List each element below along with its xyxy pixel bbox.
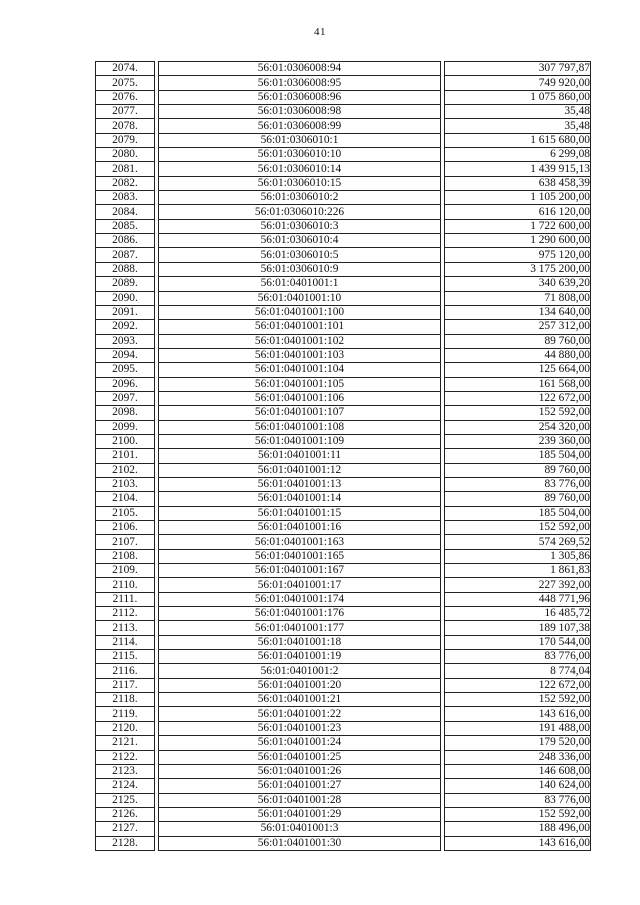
cadastral-value-cell: 1 615 680,00 — [445, 133, 591, 147]
table-row — [96, 764, 591, 778]
row-number-cell: 2086. — [96, 234, 155, 248]
cadastral-number-cell: 56:01:0401001:102 — [159, 334, 441, 348]
cadastral-number-cell: 56:01:0306008:96 — [159, 90, 441, 104]
cadastral-value-cell: 191 488,00 — [445, 721, 591, 735]
row-number-cell: 2074. — [96, 62, 155, 76]
row-number-cell: 2122. — [96, 750, 155, 764]
row-number-cell: 2075. — [96, 76, 155, 90]
cadastral-value-cell: 44 880,00 — [445, 348, 591, 362]
row-number-cell: 2100. — [96, 434, 155, 448]
table-row — [96, 693, 591, 707]
cadastral-value-cell: 185 504,00 — [445, 449, 591, 463]
cadastral-number-cell: 56:01:0306010:226 — [159, 205, 441, 219]
cadastral-number-cell: 56:01:0401001:15 — [159, 506, 441, 520]
table-row — [96, 492, 591, 506]
table-row — [96, 836, 591, 850]
row-number-cell: 2103. — [96, 477, 155, 491]
row-number-cell: 2112. — [96, 607, 155, 621]
cadastral-number-cell: 56:01:0401001:1 — [159, 277, 441, 291]
cadastral-value-cell: 227 392,00 — [445, 578, 591, 592]
row-number-cell: 2089. — [96, 277, 155, 291]
cadastral-value-cell: 1 075 860,00 — [445, 90, 591, 104]
cadastral-number-cell: 56:01:0306008:98 — [159, 105, 441, 119]
cadastral-number-cell: 56:01:0401001:163 — [159, 535, 441, 549]
cadastral-number-cell: 56:01:0401001:16 — [159, 521, 441, 535]
cadastral-number-cell: 56:01:0401001:24 — [159, 736, 441, 750]
cadastral-number-cell: 56:01:0306008:95 — [159, 76, 441, 90]
cadastral-value-cell: 574 269,52 — [445, 535, 591, 549]
cadastral-value-cell: 152 592,00 — [445, 406, 591, 420]
row-number-cell: 2108. — [96, 549, 155, 563]
table-row — [96, 391, 591, 405]
table-row — [96, 549, 591, 563]
row-number-cell: 2105. — [96, 506, 155, 520]
cadastral-number-cell: 56:01:0401001:103 — [159, 348, 441, 362]
cadastral-value-cell: 1 290 600,00 — [445, 234, 591, 248]
table-row — [96, 191, 591, 205]
table-row — [96, 449, 591, 463]
row-number-cell: 2085. — [96, 219, 155, 233]
row-number-cell: 2088. — [96, 262, 155, 276]
table-row — [96, 277, 591, 291]
table-row — [96, 363, 591, 377]
cadastral-value-cell: 35,48 — [445, 105, 591, 119]
row-number-cell: 2115. — [96, 650, 155, 664]
row-number-cell: 2119. — [96, 707, 155, 721]
row-number-cell: 2125. — [96, 793, 155, 807]
cadastral-number-cell: 56:01:0401001:20 — [159, 678, 441, 692]
cadastral-number-cell: 56:01:0306010:4 — [159, 234, 441, 248]
cadastral-value-cell: 125 664,00 — [445, 363, 591, 377]
row-number-cell: 2082. — [96, 176, 155, 190]
cadastral-value-cell: 89 760,00 — [445, 492, 591, 506]
row-number-cell: 2078. — [96, 119, 155, 133]
cadastral-number-cell: 56:01:0401001:19 — [159, 650, 441, 664]
row-number-cell: 2120. — [96, 721, 155, 735]
row-number-cell: 2107. — [96, 535, 155, 549]
cadastral-number-cell: 56:01:0401001:10 — [159, 291, 441, 305]
cadastral-value-cell: 134 640,00 — [445, 305, 591, 319]
cadastral-number-cell: 56:01:0401001:21 — [159, 693, 441, 707]
cadastral-number-cell: 56:01:0401001:25 — [159, 750, 441, 764]
row-number-cell: 2083. — [96, 191, 155, 205]
row-number-cell: 2098. — [96, 406, 155, 420]
table-row — [96, 521, 591, 535]
table-row — [96, 678, 591, 692]
cadastral-number-cell: 56:01:0401001:3 — [159, 822, 441, 836]
cadastral-value-cell: 89 760,00 — [445, 334, 591, 348]
cadastral-number-cell: 56:01:0306010:9 — [159, 262, 441, 276]
table-row — [96, 406, 591, 420]
table-row — [96, 62, 591, 76]
cadastral-value-cell: 83 776,00 — [445, 650, 591, 664]
row-number-cell: 2117. — [96, 678, 155, 692]
table-row — [96, 320, 591, 334]
cadastral-number-cell: 56:01:0401001:100 — [159, 305, 441, 319]
cadastral-value-cell: 1 439 915,13 — [445, 162, 591, 176]
cadastral-value-cell: 257 312,00 — [445, 320, 591, 334]
cadastral-number-cell: 56:01:0401001:28 — [159, 793, 441, 807]
cadastral-value-cell: 179 520,00 — [445, 736, 591, 750]
cadastral-number-cell: 56:01:0401001:26 — [159, 764, 441, 778]
cadastral-number-cell: 56:01:0401001:30 — [159, 836, 441, 850]
row-number-cell: 2090. — [96, 291, 155, 305]
cadastral-number-cell: 56:01:0306010:2 — [159, 191, 441, 205]
row-number-cell: 2096. — [96, 377, 155, 391]
row-number-cell: 2101. — [96, 449, 155, 463]
row-number-cell: 2076. — [96, 90, 155, 104]
table-row — [96, 535, 591, 549]
cadastral-number-cell: 56:01:0306008:94 — [159, 62, 441, 76]
row-number-cell: 2114. — [96, 635, 155, 649]
row-number-cell: 2109. — [96, 564, 155, 578]
cadastral-number-cell: 56:01:0401001:176 — [159, 607, 441, 621]
table-row — [96, 90, 591, 104]
cadastral-number-cell: 56:01:0306010:10 — [159, 148, 441, 162]
cadastral-number-cell: 56:01:0306010:1 — [159, 133, 441, 147]
cadastral-value-cell: 152 592,00 — [445, 693, 591, 707]
cadastral-number-cell: 56:01:0401001:29 — [159, 807, 441, 821]
cadastral-number-cell: 56:01:0401001:22 — [159, 707, 441, 721]
cadastral-value-cell: 616 120,00 — [445, 205, 591, 219]
cadastral-value-cell: 89 760,00 — [445, 463, 591, 477]
cadastral-value-cell: 1 305,86 — [445, 549, 591, 563]
cadastral-value-cell: 3 175 200,00 — [445, 262, 591, 276]
row-number-cell: 2128. — [96, 836, 155, 850]
row-number-cell: 2093. — [96, 334, 155, 348]
cadastral-value-cell: 448 771,96 — [445, 592, 591, 606]
table-row — [96, 262, 591, 276]
cadastral-value-cell: 975 120,00 — [445, 248, 591, 262]
row-number-cell: 2104. — [96, 492, 155, 506]
table-row — [96, 779, 591, 793]
table-row — [96, 219, 591, 233]
cadastral-value-cell: 83 776,00 — [445, 793, 591, 807]
row-number-cell: 2077. — [96, 105, 155, 119]
row-number-cell: 2116. — [96, 664, 155, 678]
table-row — [96, 564, 591, 578]
cadastral-value-cell: 35,48 — [445, 119, 591, 133]
cadastral-value-cell: 340 639,20 — [445, 277, 591, 291]
row-number-cell: 2121. — [96, 736, 155, 750]
table-row — [96, 592, 591, 606]
table-row — [96, 234, 591, 248]
table-row — [96, 205, 591, 219]
cadastral-value-cell: 146 608,00 — [445, 764, 591, 778]
cadastral-value-cell: 143 616,00 — [445, 836, 591, 850]
table-row — [96, 334, 591, 348]
cadastral-value-cell: 122 672,00 — [445, 391, 591, 405]
cadastral-value-cell: 1 105 200,00 — [445, 191, 591, 205]
table-row — [96, 148, 591, 162]
page-number: 41 — [314, 26, 326, 38]
table-row — [96, 477, 591, 491]
table-row — [96, 650, 591, 664]
table-row — [96, 305, 591, 319]
table-row — [96, 506, 591, 520]
cadastral-value-cell: 71 808,00 — [445, 291, 591, 305]
cadastral-value-cell: 248 336,00 — [445, 750, 591, 764]
table-row — [96, 119, 591, 133]
row-number-cell: 2094. — [96, 348, 155, 362]
cadastral-value-table — [95, 61, 591, 851]
row-number-cell: 2123. — [96, 764, 155, 778]
row-number-cell: 2124. — [96, 779, 155, 793]
cadastral-value-cell: 16 485,72 — [445, 607, 591, 621]
cadastral-value-cell: 161 568,00 — [445, 377, 591, 391]
table-row — [96, 822, 591, 836]
table-row — [96, 133, 591, 147]
cadastral-number-cell: 56:01:0306010:3 — [159, 219, 441, 233]
cadastral-value-cell: 122 672,00 — [445, 678, 591, 692]
cadastral-number-cell: 56:01:0401001:101 — [159, 320, 441, 334]
table-row — [96, 463, 591, 477]
cadastral-number-cell: 56:01:0401001:174 — [159, 592, 441, 606]
row-number-cell: 2102. — [96, 463, 155, 477]
table-row — [96, 420, 591, 434]
cadastral-value-cell: 239 360,00 — [445, 434, 591, 448]
row-number-cell: 2087. — [96, 248, 155, 262]
row-number-cell: 2080. — [96, 148, 155, 162]
cadastral-number-cell: 56:01:0306010:14 — [159, 162, 441, 176]
row-number-cell: 2110. — [96, 578, 155, 592]
cadastral-value-cell: 143 616,00 — [445, 707, 591, 721]
cadastral-value-cell: 170 544,00 — [445, 635, 591, 649]
row-number-cell: 2091. — [96, 305, 155, 319]
cadastral-number-cell: 56:01:0306010:5 — [159, 248, 441, 262]
cadastral-number-cell: 56:01:0401001:106 — [159, 391, 441, 405]
row-number-cell: 2081. — [96, 162, 155, 176]
table-row — [96, 621, 591, 635]
cadastral-value-cell: 140 624,00 — [445, 779, 591, 793]
cadastral-value-cell: 189 107,38 — [445, 621, 591, 635]
cadastral-number-cell: 56:01:0401001:108 — [159, 420, 441, 434]
cadastral-value-cell: 6 299,08 — [445, 148, 591, 162]
cadastral-value-cell: 307 797,87 — [445, 62, 591, 76]
cadastral-number-cell: 56:01:0401001:27 — [159, 779, 441, 793]
cadastral-number-cell: 56:01:0401001:11 — [159, 449, 441, 463]
row-number-cell: 2084. — [96, 205, 155, 219]
cadastral-number-cell: 56:01:0401001:177 — [159, 621, 441, 635]
cadastral-value-cell: 1 722 600,00 — [445, 219, 591, 233]
cadastral-value-cell: 185 504,00 — [445, 506, 591, 520]
cadastral-number-cell: 56:01:0401001:13 — [159, 477, 441, 491]
table-row — [96, 607, 591, 621]
cadastral-value-cell: 8 774,04 — [445, 664, 591, 678]
table-row — [96, 348, 591, 362]
row-number-cell: 2099. — [96, 420, 155, 434]
cadastral-number-cell: 56:01:0401001:14 — [159, 492, 441, 506]
cadastral-value-cell: 254 320,00 — [445, 420, 591, 434]
row-number-cell: 2127. — [96, 822, 155, 836]
cadastral-value-cell: 152 592,00 — [445, 521, 591, 535]
cadastral-number-cell: 56:01:0401001:2 — [159, 664, 441, 678]
cadastral-value-cell: 1 861,83 — [445, 564, 591, 578]
cadastral-number-cell: 56:01:0401001:165 — [159, 549, 441, 563]
row-number-cell: 2097. — [96, 391, 155, 405]
table-row — [96, 635, 591, 649]
cadastral-number-cell: 56:01:0401001:167 — [159, 564, 441, 578]
cadastral-value-cell: 749 920,00 — [445, 76, 591, 90]
cadastral-number-cell: 56:01:0401001:23 — [159, 721, 441, 735]
table-row — [96, 162, 591, 176]
table-row — [96, 578, 591, 592]
table-row — [96, 750, 591, 764]
table-row — [96, 707, 591, 721]
cadastral-number-cell: 56:01:0401001:107 — [159, 406, 441, 420]
cadastral-number-cell: 56:01:0401001:104 — [159, 363, 441, 377]
table-row — [96, 176, 591, 190]
table-row — [96, 721, 591, 735]
row-number-cell: 2118. — [96, 693, 155, 707]
cadastral-value-cell: 152 592,00 — [445, 807, 591, 821]
table-row — [96, 736, 591, 750]
row-number-cell: 2126. — [96, 807, 155, 821]
cadastral-value-cell: 638 458,39 — [445, 176, 591, 190]
table-row — [96, 377, 591, 391]
table-row — [96, 793, 591, 807]
table-body — [96, 62, 591, 851]
table-row — [96, 105, 591, 119]
row-number-cell: 2092. — [96, 320, 155, 334]
cadastral-number-cell: 56:01:0401001:17 — [159, 578, 441, 592]
cadastral-value-cell: 188 496,00 — [445, 822, 591, 836]
table-row — [96, 248, 591, 262]
row-number-cell: 2106. — [96, 521, 155, 535]
table-row — [96, 76, 591, 90]
cadastral-number-cell: 56:01:0401001:12 — [159, 463, 441, 477]
table-row — [96, 807, 591, 821]
cadastral-number-cell: 56:01:0306010:15 — [159, 176, 441, 190]
cadastral-number-cell: 56:01:0306008:99 — [159, 119, 441, 133]
table-row — [96, 434, 591, 448]
row-number-cell: 2111. — [96, 592, 155, 606]
table-row — [96, 291, 591, 305]
cadastral-number-cell: 56:01:0401001:109 — [159, 434, 441, 448]
row-number-cell: 2113. — [96, 621, 155, 635]
cadastral-number-cell: 56:01:0401001:18 — [159, 635, 441, 649]
row-number-cell: 2079. — [96, 133, 155, 147]
cadastral-value-cell: 83 776,00 — [445, 477, 591, 491]
row-number-cell: 2095. — [96, 363, 155, 377]
table-row — [96, 664, 591, 678]
cadastral-number-cell: 56:01:0401001:105 — [159, 377, 441, 391]
